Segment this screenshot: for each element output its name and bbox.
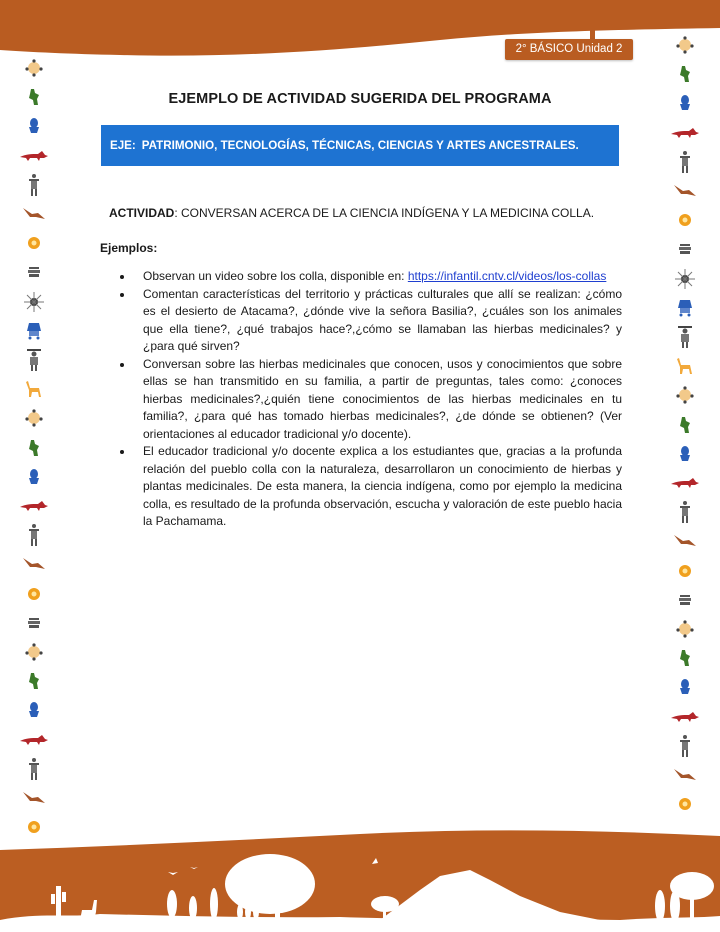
actividad-line [109, 206, 594, 220]
orange-flower-icon [19, 233, 49, 253]
condor-icon [19, 554, 49, 574]
blue-figure-icon [670, 444, 700, 464]
red-fox-icon [670, 123, 700, 143]
striped-person-icon [19, 175, 49, 195]
orange-flower-icon [19, 584, 49, 604]
blue-mask-icon [670, 298, 700, 318]
llama-icon [670, 356, 700, 376]
unit-tag-stem [590, 26, 595, 40]
ejemplos-heading: Ejemplos: [100, 241, 158, 255]
blue-figure-icon [19, 467, 49, 487]
green-figure-icon [670, 415, 700, 435]
sun-face-icon [670, 619, 700, 639]
striped-person-icon [19, 759, 49, 779]
clay-pot-icon [19, 613, 49, 633]
green-figure-icon [670, 648, 700, 668]
list-item-text: El educador tradicional y/o docente explica a los estudiantes que, gracias a la profunda relación del pueblo colla con la naturaleza, desarrollaron un conocimiento de hierbas y plantas medicinales. De esta manera, la ciencia indígena, como por ejemplo la medicina colla, es resultado de la profunda observación, escucha y valoración de este pueblo hacia la Pachamama. [143, 444, 622, 528]
bullet-icon [120, 450, 124, 454]
red-fox-icon [670, 473, 700, 493]
condor-icon [19, 788, 49, 808]
clay-pot-icon [670, 239, 700, 259]
striped-person-icon [670, 736, 700, 756]
list-item-text: Observan un video sobre los colla, disponible en: [143, 269, 408, 283]
unit-tag: 2° BÁSICO Unidad 2 [505, 39, 633, 60]
sun-face-icon [19, 642, 49, 662]
condor-icon [670, 765, 700, 785]
striped-person-icon [670, 502, 700, 522]
bullet-icon [120, 275, 124, 279]
red-fox-icon [670, 707, 700, 727]
sun-face-icon [670, 35, 700, 55]
hat-person-icon [19, 350, 49, 370]
actividad-label: ACTIVIDAD [109, 206, 175, 220]
orange-flower-icon [670, 210, 700, 230]
bottom-landscape-banner [0, 820, 720, 932]
eje-banner [101, 125, 619, 166]
green-figure-icon [19, 671, 49, 691]
red-fox-icon [19, 730, 49, 750]
condor-icon [670, 181, 700, 201]
blue-figure-icon [670, 677, 700, 697]
orange-flower-icon [670, 561, 700, 581]
green-figure-icon [19, 438, 49, 458]
list-item [116, 356, 622, 444]
black-sun-icon [19, 292, 49, 312]
red-fox-icon [19, 146, 49, 166]
list-item [116, 286, 622, 356]
list-item-text: Comentan características del territorio y prácticas culturales que allí se realizan: ¿cómo es el desierto de Atacama?, ¿dónde vive la señora Basilia?, ¿cuáles son los animales que ella tiene?, ¿qué trabajos hace?,¿cómo se llamaban las hierbas medicinales? y ¿para qué sirven? [143, 286, 622, 353]
list-item-text: Conversan sobre las hierbas medicinales que conocen, usos y conocimientos que sobre ellas se han transmitido en su familia, a partir de preguntas, tales como: ¿conoces hierbas medicinales?,¿quién tiene conocimientos de las hierbas medicinales en tu familia?, ¿para qué has tomado hierbas medicinales?, ¿de dónde se obtienen? (Ver orientaciones al educador tradicional y/o docente). [143, 356, 622, 441]
orange-flower-icon [670, 794, 700, 814]
condor-icon [670, 531, 700, 551]
clay-pot-icon [670, 590, 700, 610]
bullet-icon [120, 363, 124, 367]
sun-face-icon [19, 408, 49, 428]
hat-person-icon [670, 327, 700, 347]
red-fox-icon [19, 496, 49, 516]
bullet-icon [120, 293, 124, 297]
video-link[interactable]: https://infantil.cntv.cl/videos/los-collas [407, 269, 607, 283]
striped-person-icon [670, 152, 700, 172]
blue-figure-icon [19, 116, 49, 136]
llama-icon [19, 379, 49, 399]
actividad-text: : CONVERSAN ACERCA DE LA CIENCIA INDÍGENA Y LA MEDICINA COLLA. [174, 206, 595, 220]
eje-text: PATRIMONIO, TECNOLOGÍAS, TÉCNICAS, CIENCIAS Y ARTES ANCESTRALES. [141, 139, 579, 152]
page-title: EJEMPLO DE ACTIVIDAD SUGERIDA DEL PROGRAMA [168, 91, 552, 107]
clay-pot-icon [19, 262, 49, 282]
list-item [116, 268, 622, 286]
list-item [116, 443, 622, 531]
blue-mask-icon [19, 321, 49, 341]
black-sun-icon [670, 269, 700, 289]
sun-face-icon [19, 58, 49, 78]
blue-figure-icon [19, 700, 49, 720]
sun-face-icon [670, 385, 700, 405]
striped-person-icon [19, 525, 49, 545]
green-figure-icon [670, 64, 700, 84]
ejemplos-list [116, 268, 622, 531]
eje-label: EJE: [110, 139, 136, 152]
condor-icon [19, 204, 49, 224]
